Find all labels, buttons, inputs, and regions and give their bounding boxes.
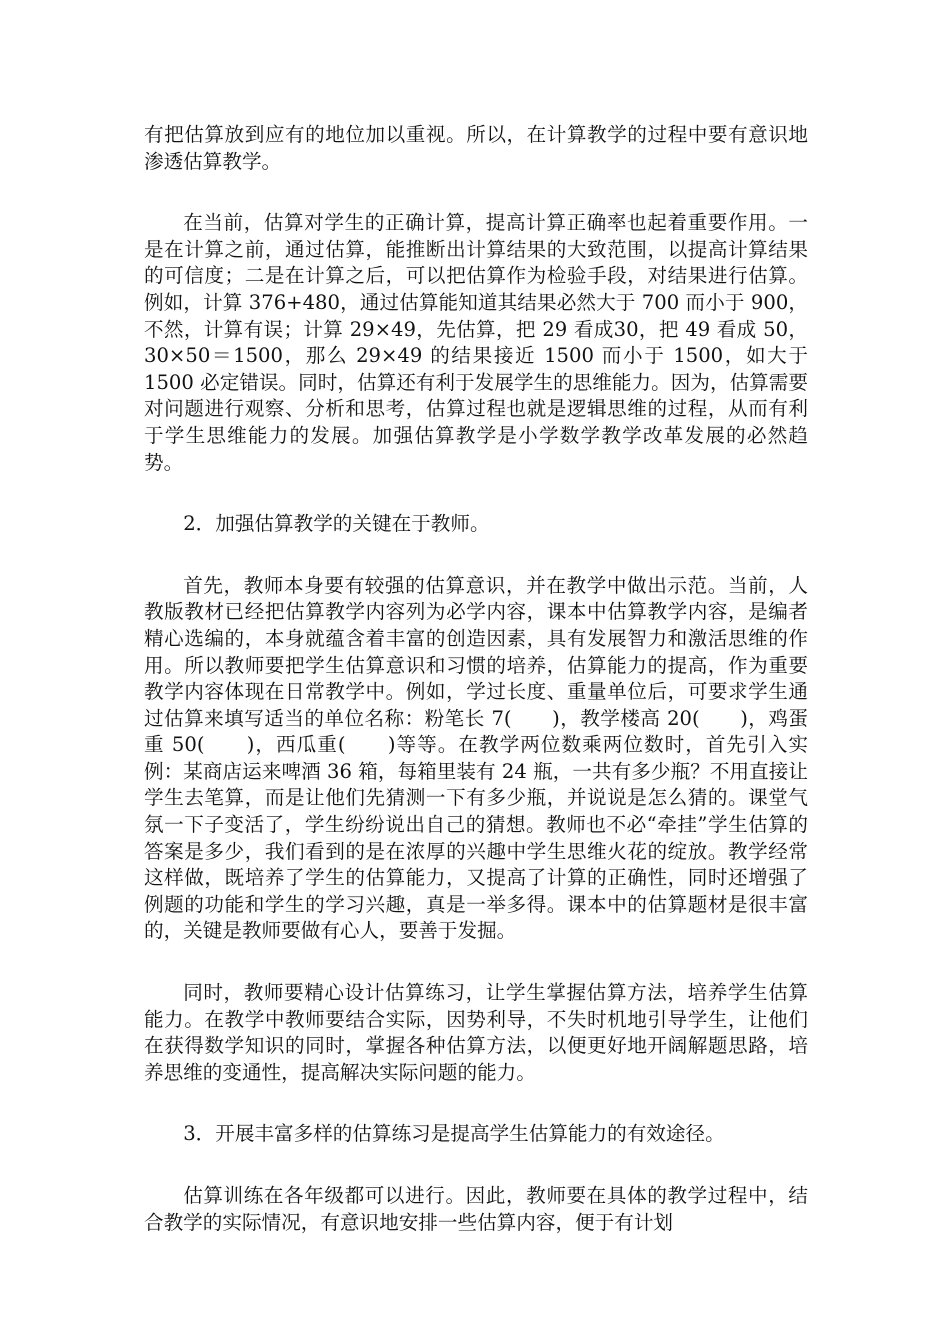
paragraph-teacher-exercises: 同时，教师要精心设计估算练习，让学生掌握估算方法，培养学生估算能力。在教学中教师要结合实际，因势利导，不失时机地引导学生，让他们在获得数学知识的同时，掌握各种估算方法，以便更好地开阔解题思路，培养思维的变通性，提高解决实际问题的能力。 bbox=[144, 981, 808, 1084]
paragraph-estimation-importance: 在当前，估算对学生的正确计算，提高计算正确率也起着重要作用。一是在计算之前，通过估算，能推断出计算结果的大致范围，以提高计算结果的可信度；二是在计算之后，可以把估算作为检验手段，对结果进行估算。例如，计算 376+480，通过估算能知道其结果必然大于 700 而小于 900，不然，计算有误；计算 29×49，先估算，把 29 看成30，把 49 看成 50，30×50＝1500，那么 29×49 的结果接近 1500 而小于 1500，如大于 1500 必定错误。同时，估算还有利于发展学生的思维能力。因为，估算需要对问题进行观察、分析和思考，估算过程也就是逻辑思维的过程，从而有利于学生思维能力的发展。加强估算教学是小学数学教学改革发展的必然趋势。 bbox=[144, 211, 808, 474]
paragraph-estimation-training: 估算训练在各年级都可以进行。因此，教师要在具体的教学过程中，结合教学的实际情况，有意识地安排一些估算内容，便于有计划 bbox=[144, 1184, 808, 1234]
paragraph-continuation: 有把估算放到应有的地位加以重视。所以，在计算教学的过程中要有意识地渗透估算教学。 bbox=[144, 123, 808, 173]
paragraph-teacher-awareness: 首先，教师本身要有较强的估算意识，并在教学中做出示范。当前，人教版教材已经把估算教学内容列为必学内容，课本中估算教学内容，是编者精心选编的，本身就蕴含着丰富的创造因素，具有发展智力和激活思维的作用。所以教师要把学生估算意识和习惯的培养，估算能力的提高，作为重要教学内容体现在日常教学中。例如，学过长度、重量单位后，可要求学生通过估算来填写适当的单位名称：粉笔长 7( )，教学楼高 20( )，鸡蛋重 50( )，西瓜重( )等等。在教学两位数乘两位数时，首先引入实例：某商店运来啤酒 36 箱，每箱里装有 24 瓶，一共有多少瓶？不用直接让学生去笔算，而是让他们先猜测一下有多少瓶，并说说是怎么猜的。课堂气氛一下子变活了，学生纷纷说出自己的猜想。教师也不必“牵挂”学生估算的答案是多少，我们看到的是在浓厚的兴趣中学生思维火花的绽放。教学经常这样做，既培养了学生的估算能力，又提高了计算的正确性，同时还增强了例题的功能和学生的学习兴趣，真是一举多得。课本中的估算题材是很丰富的，关键是教师要做有心人，要善于发掘。 bbox=[144, 573, 808, 943]
document-body bbox=[144, 122, 808, 1271]
section-heading-3: 3．开展丰富多样的估算练习是提高学生估算能力的有效途径。 bbox=[183, 1122, 725, 1146]
section-heading-2: 2．加强估算教学的关键在于教师。 bbox=[183, 512, 490, 536]
